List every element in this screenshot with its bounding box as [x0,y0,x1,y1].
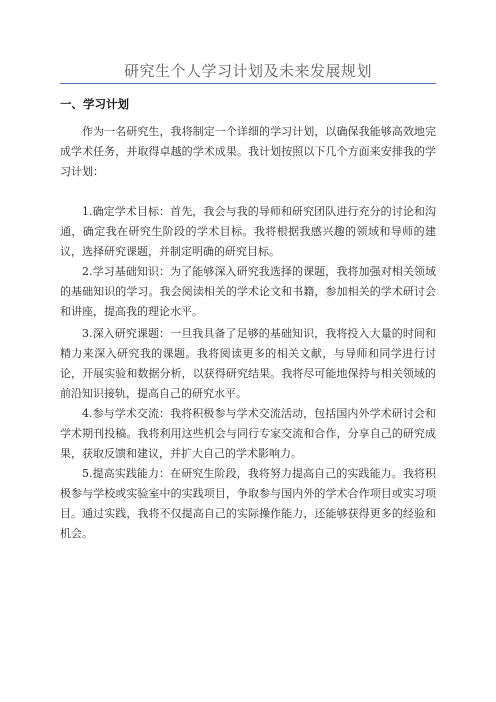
section-heading: 一、学习计划 [60,97,129,111]
plan-item-paragraph: 3.深入研究课题：一旦我具备了足够的基础知识，我将投入大量的时间和精力来深入研究我的课题。我将阅读更多的相关文献，与导师和同学进行讨论，开展实验和数据分析，以获得研究结果。我将尽可能地保持与相关领域的前沿知识接轨，提高自己的研究水平。 [60,327,436,400]
intro-paragraph: 作为一名研究生，我将制定一个详细的学习计划，以确保我能够高效地完成学术任务，并取得卓越的学术成果。我计划按照以下几个方面来安排我的学习计划： [60,125,436,178]
plan-item-paragraph: 4.参与学术交流：我将积极参与学术交流活动，包括国内外学术研讨会和学术期刊投稿。我将利用这些机会与同行专家交流和合作，分享自己的研究成果，获取反馈和建议，并扩大自己的学术影响力。 [60,407,436,460]
document-title: 研究生个人学习计划及未来发展规划 [123,62,372,80]
title-divider [60,83,436,84]
plan-item-paragraph: 1.确定学术目标：首先，我会与我的导师和研究团队进行充分的讨论和沟通，确定我在研究生阶段的学术目标。我将根据我感兴趣的领域和导师的建议，选择研究课题，并制定明确的研究目标。 [60,205,436,258]
plan-item-paragraph: 2.学习基础知识：为了能够深入研究我选择的课题，我将加强对相关领域的基础知识的学习。我会阅读相关的学术论文和书籍，参加相关的学术研讨会和讲座，提高我的理论水平。 [60,265,436,318]
plan-item-paragraph: 5.提高实践能力：在研究生阶段，我将努力提高自己的实践能力。我将积极参与学校或实验室中的实践项目，争取参与国内外的学术合作项目或实习项目。通过实践，我将不仅提高自己的实际操作能力，还能够获得更多的经验和机会。 [60,467,436,540]
